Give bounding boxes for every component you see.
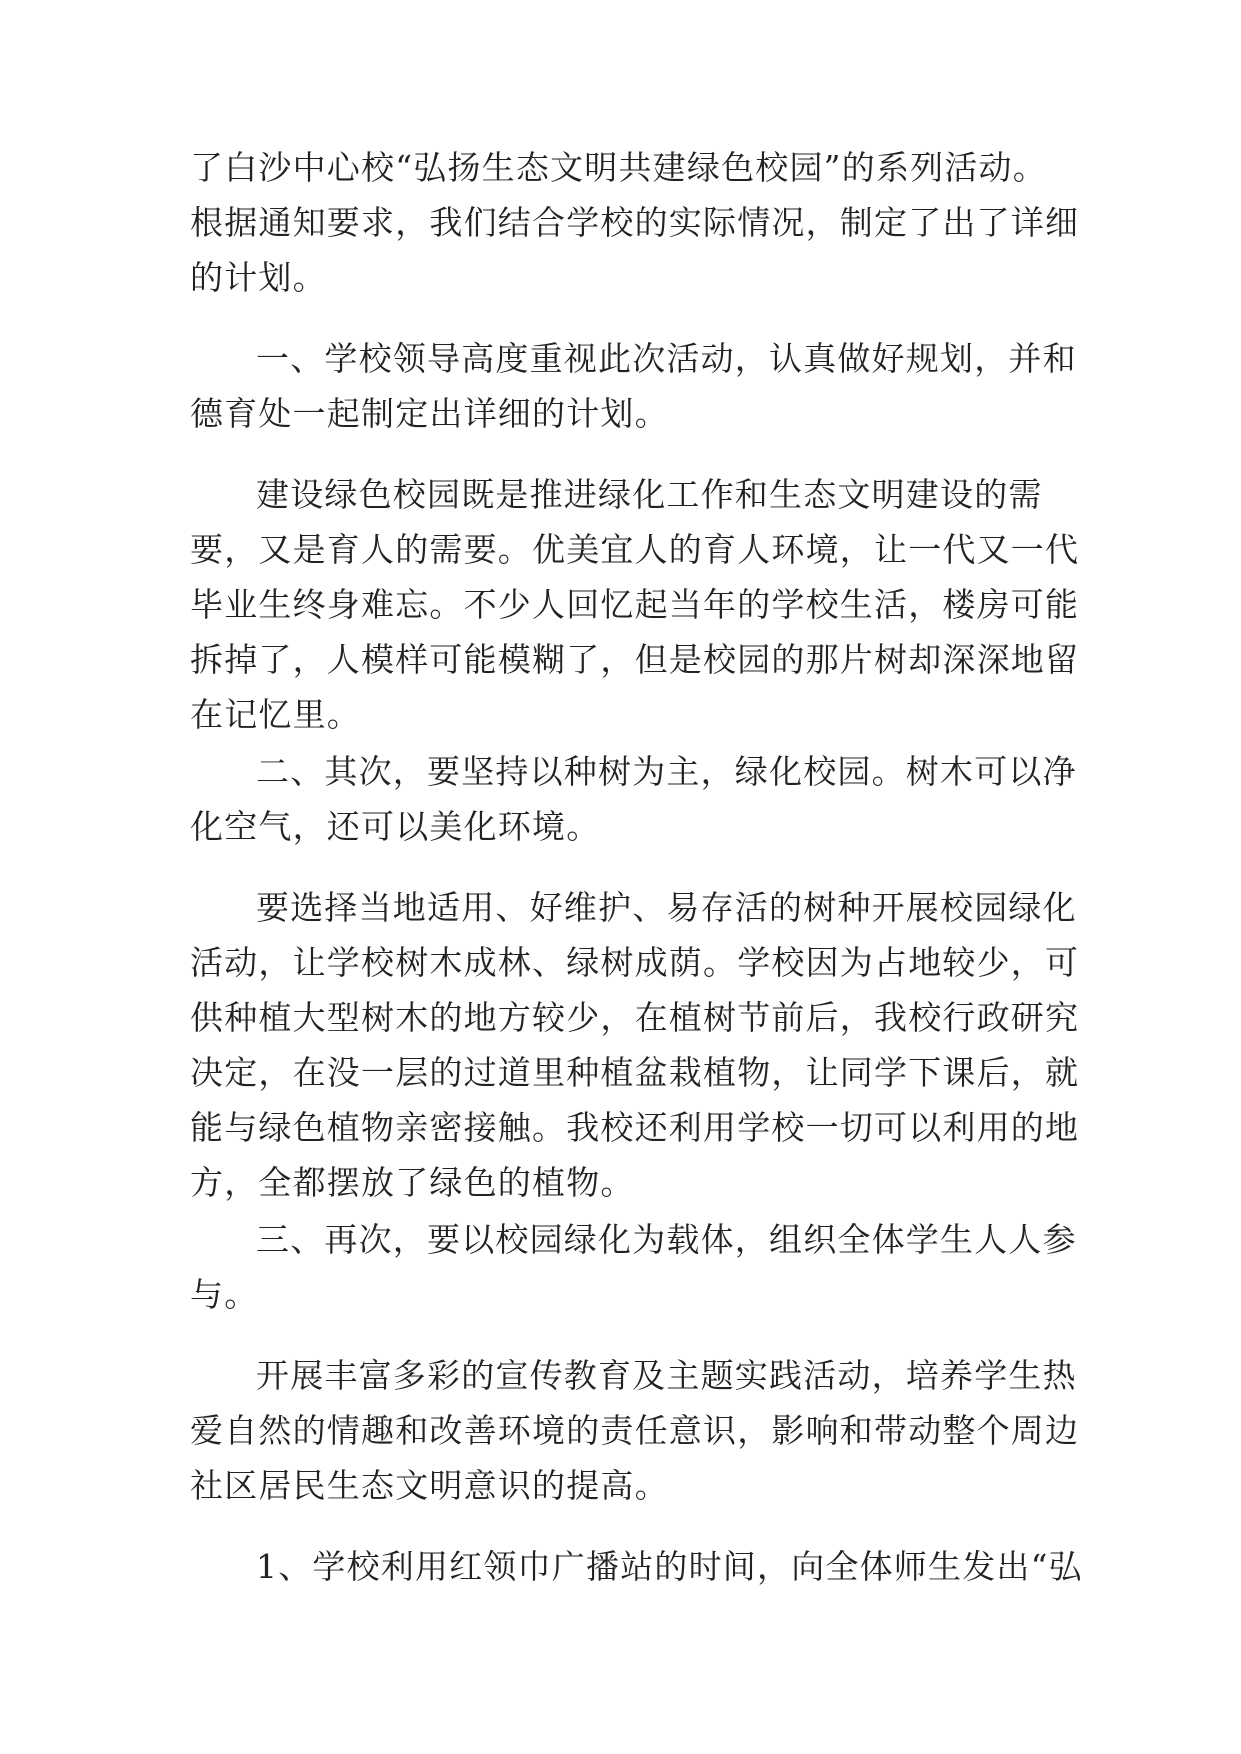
text-line: 方，全都摆放了绿色的植物。 (190, 1163, 635, 1202)
text-line: 根据通知要求，我们结合学校的实际情况，制定了出了详细 (190, 203, 1080, 242)
text-line: 德育处一起制定出详细的计划。 (190, 394, 669, 433)
text-line: 在记忆里。 (190, 695, 361, 734)
text-line: 要选择当地适用、好维护、易存活的树种开展校园绿化 (256, 888, 1077, 927)
text-line: 活动，让学校树木成林、绿树成荫。学校因为占地较少，可 (190, 943, 1080, 982)
text-line: 爱自然的情趣和改善环境的责任意识，影响和带动整个周边 (190, 1411, 1080, 1450)
text-line: 社区居民生态文明意识的提高。 (190, 1466, 669, 1505)
text-line: 与。 (190, 1275, 259, 1314)
text-line: 的计划。 (190, 258, 327, 297)
text-line: 拆掉了，人模样可能模糊了，但是校园的那片树却深深地留 (190, 640, 1080, 679)
text-line: 要，又是育人的需要。优美宜人的育人环境，让一代又一代 (190, 530, 1080, 569)
text-line: 供种植大型树木的地方较少，在植树节前后，我校行政研究 (190, 998, 1080, 1037)
text-line: 1、学校利用红领巾广播站的时间，向全体师生发出“弘 (256, 1547, 1083, 1586)
text-line: 能与绿色植物亲密接触。我校还利用学校一切可以利用的地 (190, 1108, 1080, 1147)
text-line: 毕业生终身难忘。不少人回忆起当年的学校生活，楼房可能 (190, 585, 1080, 624)
text-line: 一、学校领导高度重视此次活动，认真做好规划，并和 (256, 339, 1077, 378)
text-line: 建设绿色校园既是推进绿化工作和生态文明建设的需 (256, 475, 1043, 514)
text-line: 三、再次，要以校园绿化为载体，组织全体学生人人参 (256, 1220, 1077, 1259)
text-line: 决定，在没一层的过道里种植盆栽植物，让同学下课后，就 (190, 1053, 1080, 1092)
text-line: 开展丰富多彩的宣传教育及主题实践活动，培养学生热 (256, 1356, 1077, 1395)
text-line: 二、其次，要坚持以种树为主，绿化校园。树木可以净 (256, 752, 1077, 791)
text-line: 化空气，还可以美化环境。 (190, 807, 601, 846)
text-line: 了白沙中心校“弘扬生态文明共建绿色校园”的系列活动。 (190, 148, 1047, 187)
